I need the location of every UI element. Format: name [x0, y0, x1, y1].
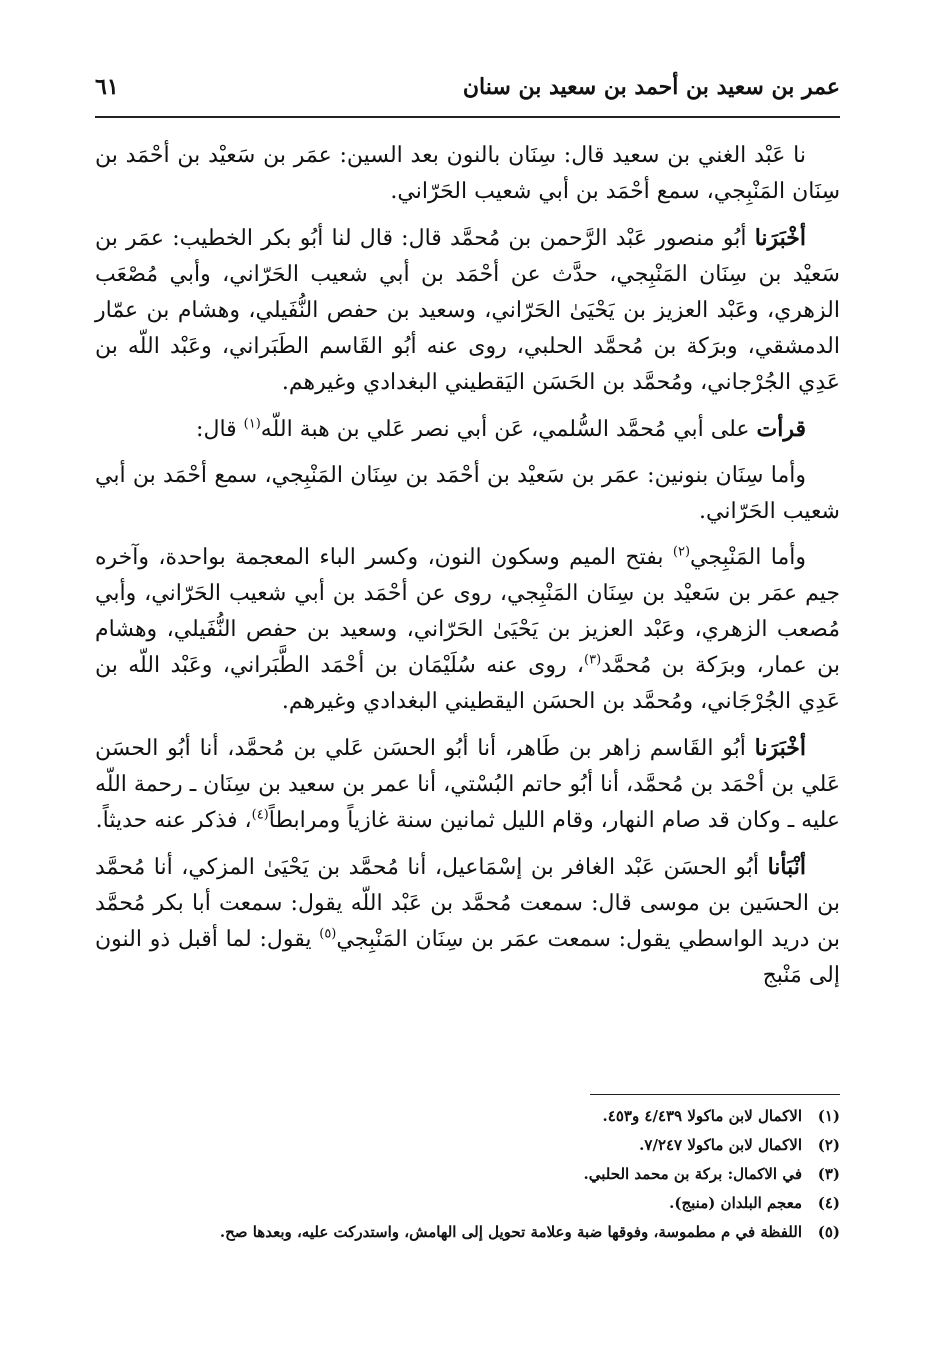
paragraph-text-tail: قال: [196, 417, 244, 442]
paragraph-lead-word: قرأت [756, 416, 806, 442]
paragraph-2 [95, 220, 840, 401]
paragraph-text: وأما سِنَان بنونين: عمَر بن سَعيْد بن أحْمَد بن سِنَان المَنْبِجي، سمع أحْمَد بن أبي شعيب الحَرّاني. [95, 463, 840, 524]
footnote [95, 1131, 840, 1160]
paragraph-lead-word: أنْبَأنا [767, 854, 806, 880]
paragraph-1 [95, 138, 840, 210]
footnote-marker: (٢) [672, 544, 691, 560]
footnote-text: معجم البلدان (منبج). [669, 1194, 802, 1212]
page-header [95, 62, 840, 118]
paragraph-lead-word: أخْبَرَنا [754, 735, 806, 761]
paragraph-text: وأما المَنْبِجي [690, 545, 806, 570]
paragraph-text-tail: ، فذكر عنه حديثاً. [95, 808, 252, 833]
paragraph-6 [95, 730, 840, 839]
footnote-marker: (٤) [251, 807, 269, 823]
footnote-number: (٣) [817, 1165, 840, 1183]
paragraph-text: أبُو القَاسم زاهر بن طَاهر، أنا أبُو الحسَن عَلي بن مُحمَّد، أنا أبُو الحسَن عَلي بن أحْمَد بن مُحمَّد، أنا أبُو حاتم البُسْتي، أنا عمر بن سعيد بن سِنَان ـ رحمة اللّه عليه ـ وكان قد صام النهار، وقام الليل ثمانين سنة غازياً ومرابطاً [95, 736, 840, 833]
paragraph-7 [95, 849, 840, 994]
paragraph-text-tail: ، روى عنه سُلَيْمَان بن أحْمَد الطَّبَراني، وعَبْد اللّه بن عَدِي الجُرْجَاني، ومُحمَّد بن الحسَن اليقطيني البغدادي وغيرهم. [95, 653, 840, 714]
footnote-marker: (٥) [319, 926, 337, 942]
footnote-text: الاكمال لابن ماكولا ٤/٤٣٩ و٤٥٣. [602, 1107, 802, 1125]
footnote-text: في الاكمال: بركة بن محمد الحلبي. [583, 1165, 802, 1183]
footnote [95, 1160, 840, 1189]
paragraph-text-tail: يقول: لما أقبل ذو النون إلى مَنْبج [95, 927, 840, 988]
paragraph-4 [95, 458, 840, 530]
paragraph-lead-word: أخْبَرَنا [754, 225, 807, 251]
paragraph-5 [95, 540, 840, 720]
footnote-divider [590, 1094, 840, 1095]
footnote-number: (٤) [817, 1194, 840, 1212]
footnote [95, 1102, 840, 1131]
footnote-marker: (١) [243, 416, 261, 432]
footnote-number: (٢) [817, 1136, 840, 1154]
paragraph-text: أبُو منصور عَبْد الرَّحمن بن مُحمَّد قال: قال لنا أبُو بكر الخطيب: عمَر بن سَعيْد بن سِنَان المَنْبِجي، حدَّث عن أحْمَد بن أبي شعيب الحَرّاني، وأبي مُصْعَب الزهري، وعَبْد العزيز بن يَحْيَىٰ الحَرّاني، وسعيد بن حفص النُّفَيلي، وهشام بن عمّار الدمشقي، وبرَكة بن مُحمَّد الحلبي، روى عنه أبُو القَاسم الطَبَراني، وعَبْد اللّه بن عَدِي الجُرْجاني، ومُحمَّد بن الحَسَن اليَقطيني البغدادي وغيرهم. [95, 226, 840, 395]
footnote [95, 1189, 840, 1218]
paragraph-text: نا عَبْد الغني بن سعيد قال: سِنَان بالنون بعد السين: عمَر بن سَعيْد بن أحْمَد بن سِنَان المَنْبِجي، سمع أحْمَد بن أبي شعيب الحَرّاني. [95, 143, 840, 204]
footnote [95, 1218, 840, 1247]
footnote-text: اللفظة في م مطموسة، وفوقها ضبة وعلامة تحويل إلى الهامش، واستدركت عليه، وبعدها صح. [219, 1223, 802, 1241]
paragraph-3 [95, 411, 840, 448]
body-text [95, 138, 840, 1004]
page-number: ٦١ [95, 74, 119, 100]
footnote-number: (٥) [817, 1223, 840, 1241]
footnotes [95, 1102, 840, 1247]
footnote-text: الاكمال لابن ماكولا ٧/٢٤٧. [639, 1136, 802, 1154]
footnote-number: (١) [817, 1107, 840, 1125]
footnote-marker: (٣) [584, 652, 602, 668]
paragraph-text-tail: بفتح الميم وسكون النون، وكسر الباء المعجمة بواحدة، وآخره جيم عمَر بن سَعيْد بن سِنَان المَنْبِجي، روى عن أحْمَد بن أبي شعيب الحَرّاني، وأبي مُصعب الزهري، وعَبْد العزيز بن يَحْيَىٰ الحَرّاني، وسعيد بن حفص النُّفَيلي، وهشام بن عمار، وبرَكة بن مُحمَّد [95, 545, 840, 678]
running-title: عمر بن سعيد بن أحمد بن سعيد بن سنان [462, 74, 840, 100]
paragraph-text: على أبي مُحمَّد السُّلمي، عَن أبي نصر عَلي بن هبة اللّه [260, 417, 750, 442]
paragraph-text: أبُو الحسَن عَبْد الغافر بن إسْمَاعيل، أنا مُحمَّد بن يَحْيَىٰ المزكي، أنا مُحمَّد بن الحسَين بن موسى قال: سمعت مُحمَّد بن عَبْد اللّه يقول: سمعت أبا بكر مُحمَّد بن دريد الواسطي يقول: سمعت عمَر بن سِنَان المَنْبِجي [95, 855, 840, 952]
